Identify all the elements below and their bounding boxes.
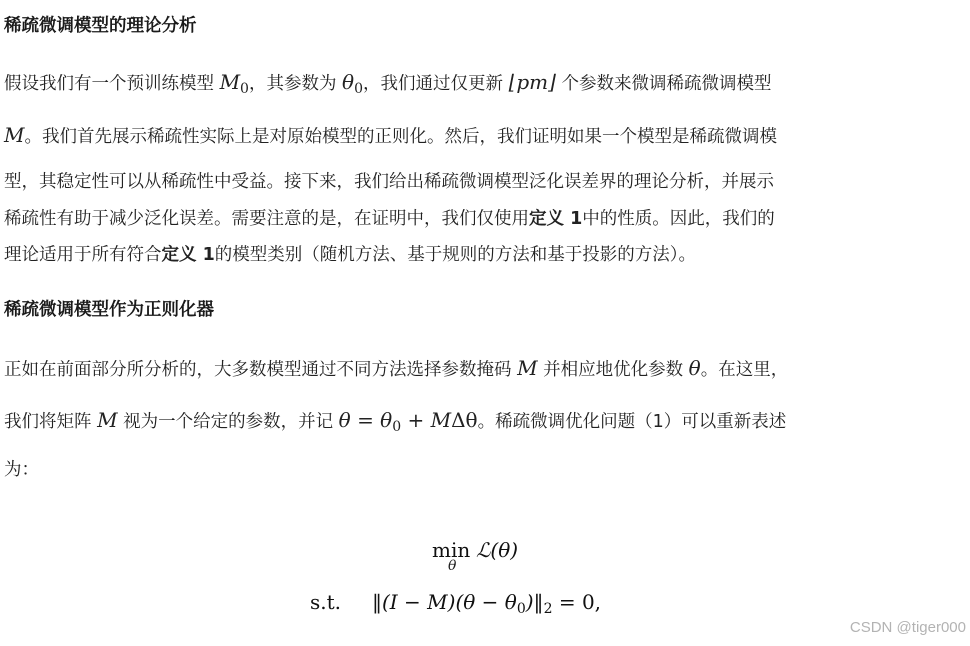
text: 。我们首先展示稀疏性实际上是对原始模型的正则化。然后，我们证明如果一个模型是稀疏微调模 [24,127,777,147]
paragraph-line [4,205,775,230]
text: 的模型类别（随机方法、基于规则的方法和基于投影的方法）。 [214,245,697,265]
math-subject-to: s.t. [310,590,342,614]
paragraph-line: 为： [4,460,39,480]
math-constraint-part: = 0, [552,590,602,614]
math-subscript: 0 [354,81,363,97]
paragraph-line [4,241,696,266]
text: ，其参数为 [248,74,343,94]
math-subscript: 0 [516,601,526,617]
math-symbol: M [97,408,118,432]
text: 稀疏性有助于减少泛化误差。需要注意的是，在证明中，我们仅使用 [4,209,529,229]
math-expression: + M [401,408,452,432]
paragraph-line [4,123,777,148]
paragraph-line: 型，其稳定性可以从稀疏性中受益。接下来，我们给出稀疏微调模型泛化误差界的理论分析，并展示 [4,172,774,192]
paragraph-line [4,356,788,381]
definition-link: 定义 1 [529,209,583,229]
math-symbol: θ [688,356,701,380]
math-floor-pm: ⌊pm⌋ [508,70,556,94]
math-symbol: M [4,123,25,147]
section-heading-regularizer: 稀疏微调模型作为正则化器 [4,300,214,320]
text: 中的性质。因此，我们的 [582,209,775,229]
math-constraint-part: )‖ [525,590,544,614]
text: 我们将矩阵 [4,412,98,432]
paragraph-line [4,408,786,435]
watermark: CSDN @tiger000 [849,619,966,636]
text: 理论适用于所有符合 [4,245,162,265]
text: 个参数来微调稀疏微调模型 [555,74,772,94]
text: 假设我们有一个预训练模型 [4,74,220,94]
math-symbol: θ [342,70,355,94]
math-min: min [432,538,471,562]
definition-link: 定义 1 [161,245,215,265]
math-loss: ℒ(θ) [476,538,519,562]
math-symbol: M [517,356,538,380]
math-subscript: 2 [543,601,553,617]
math-subscript: 0 [392,419,402,435]
math-constraint [372,590,601,617]
math-expression: θ = θ [338,408,393,432]
math-delta: Δθ [451,408,478,432]
text: 正如在前面部分所分析的，大多数模型通过不同方法选择参数掩码 [4,360,518,380]
section-heading-theoretical-analysis: 稀疏微调模型的理论分析 [4,16,197,36]
math-subscript: 0 [240,81,249,97]
math-symbol: M [219,70,241,94]
text: 。稀疏微调优化问题（1）可以重新表述 [477,412,787,432]
text: 并相应地优化参数 [537,360,689,380]
text: 。在这里， [700,360,789,380]
text: 视为一个给定的参数，并记 [117,412,339,432]
text: ，我们通过仅更新 [363,74,509,94]
paragraph-line [4,70,772,97]
math-constraint-part: ‖(I − M)(θ − θ [372,590,517,614]
math-min-subscript: θ [448,558,457,574]
